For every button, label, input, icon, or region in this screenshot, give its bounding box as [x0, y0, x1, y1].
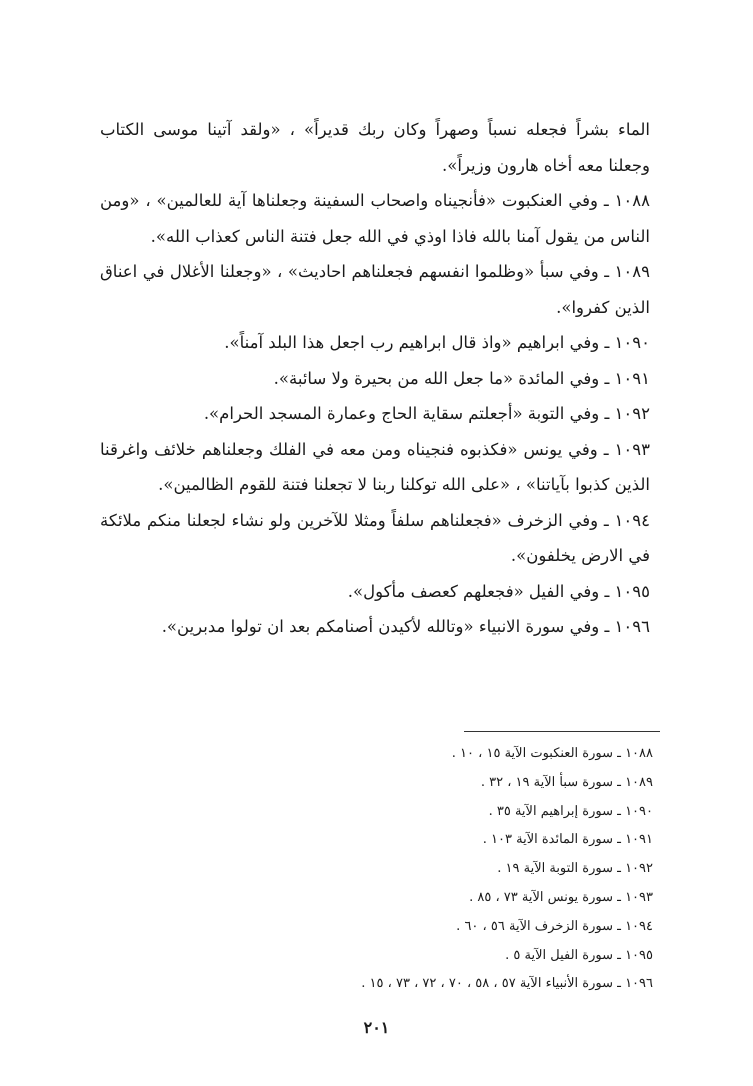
paragraph-1090: ١٠٩٠ ـ وفي ابراهيم «واذ قال ابراهيم رب اجعل هذا البلد آمناً».: [224, 333, 650, 352]
main-text: [100, 112, 650, 645]
page-number: ٢٠١: [363, 1018, 390, 1037]
footnote-1088: ١٠٨٨ ـ سورة العنكبوت الآية ١٥ ، ١٠ .: [451, 746, 653, 761]
footnote-1092: ١٠٩٢ ـ سورة التوبة الآية ١٩ .: [497, 861, 653, 877]
footnotes: [203, 740, 653, 999]
footnote-1096: ١٠٩٦ ـ سورة الأنبياء الآية ٥٧ ، ٥٨ ، ٧٠ ، ٧٢ ، ٧٣ ، ١٥ .: [361, 976, 653, 992]
footnote-1091: ١٠٩١ ـ سورة المائدة الآية ١٠٣ .: [482, 832, 653, 848]
paragraph-1094: ١٠٩٤ ـ وفي الزخرف «فجعلناهم سلفاً ومثلا للآخرين ولو نشاء لجعلنا منكم ملائكة في الارض يخلفون».: [100, 510, 650, 565]
paragraph-1095: ١٠٩٥ ـ وفي الفيل «فجعلهم كعصف مأكول».: [347, 581, 650, 601]
paragraph-1092: ١٠٩٢ ـ وفي التوبة «أجعلتم سقاية الحاج وعمارة المسجد الحرام».: [203, 404, 650, 423]
footnote-1089: ١٠٨٩ ـ سورة سبأ الآية ١٩ ، ٣٢ .: [480, 774, 653, 790]
paragraph-continuation: الماء بشراً فجعله نسباً وصهراً وكان ربك قديراً» ، «ولقد آتينا موسى الكتاب وجعلنا معه أخاه هارون وزيراً».: [100, 120, 650, 175]
footnote-1090: ١٠٩٠ ـ سورة إبراهيم الآية ٣٥ .: [488, 803, 653, 819]
footnote-1093: ١٠٩٣ ـ سورة يونس الآية ٧٣ ، ٨٥ .: [469, 889, 653, 905]
paragraph-1089: ١٠٨٩ ـ وفي سبأ «وظلموا انفسهم فجعلناهم احاديث» ، «وجعلنا الأغلال في اعناق الذين كفروا».: [100, 262, 650, 317]
footnote-1095: ١٠٩٥ ـ سورة الفيل الآية ٥ .: [505, 947, 653, 963]
footnote-divider: [464, 731, 660, 732]
paragraph-1088: ١٠٨٨ ـ وفي العنكبوت «فأنجيناه واصحاب السفينة وجعلناها آية للعالمين» ، «ومن الناس من يقول آمنا بالله فاذا اوذي في الله جعل فتنة الناس كعذاب الله».: [100, 191, 650, 246]
footnote-1094: ١٠٩٤ ـ سورة الزخرف الآية ٥٦ ، ٦٠ .: [456, 918, 653, 934]
paragraph-1096: ١٠٩٦ ـ وفي سورة الانبياء «وتالله لأكيدن أصنامكم بعد ان تولوا مدبرين».: [161, 617, 650, 636]
paragraph-1091: ١٠٩١ ـ وفي المائدة «ما جعل الله من بحيرة ولا سائبة».: [273, 368, 650, 388]
paragraph-1093: ١٠٩٣ ـ وفي يونس «فكذبوه فنجيناه ومن معه في الفلك وجعلناهم خلائف واغرقنا الذين كذبوا بآياتنا» ، «على الله توكلنا ربنا لا تجعلنا فتنة للقوم الظالمين».: [100, 439, 650, 494]
